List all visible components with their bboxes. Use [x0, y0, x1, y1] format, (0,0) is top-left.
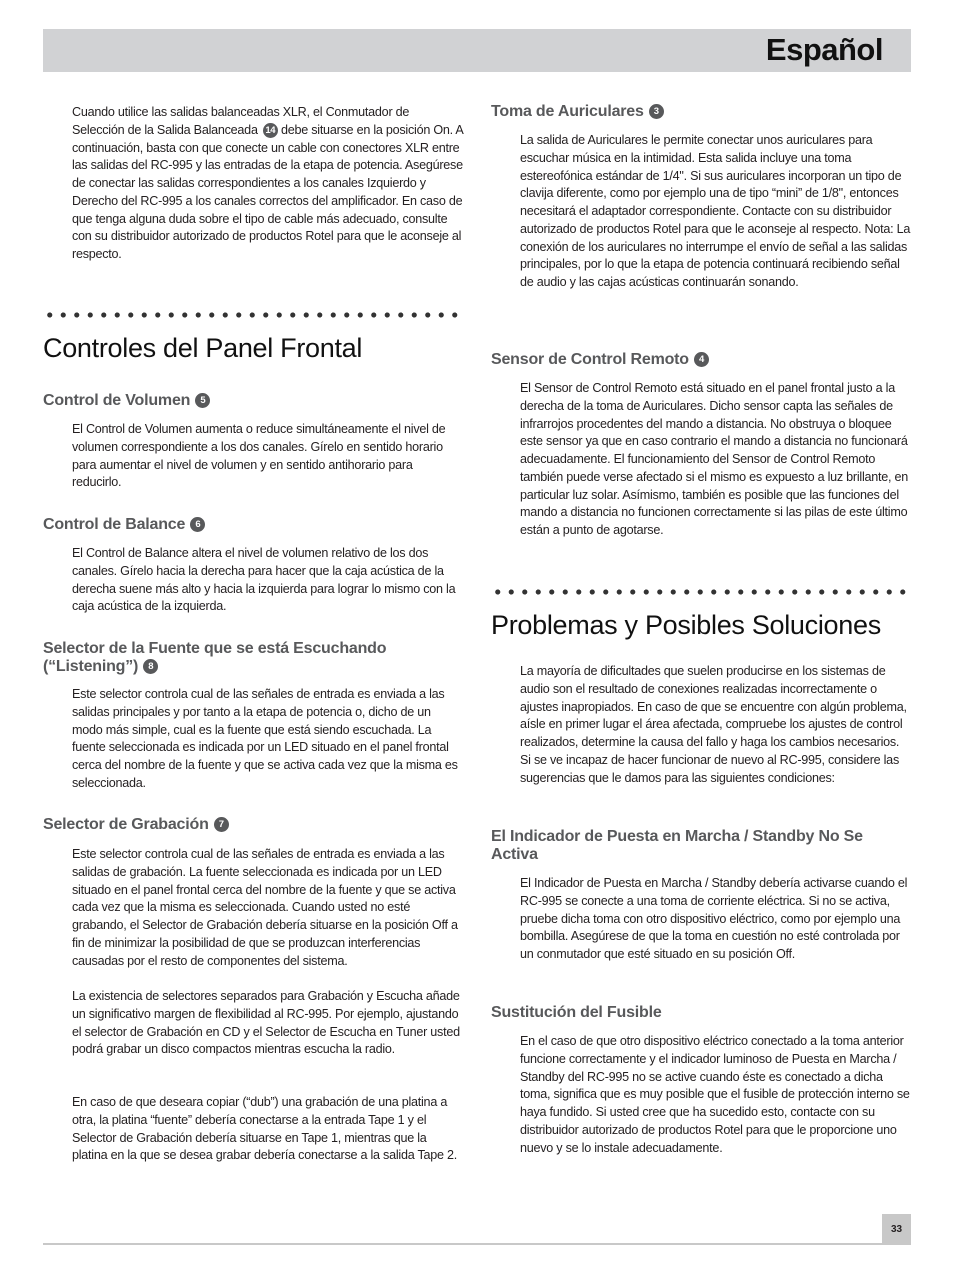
heading-balance — [43, 516, 205, 534]
heading-text: Selector de Grabación — [43, 816, 209, 833]
heading-remote-sensor — [491, 351, 709, 369]
callout-number: 4 — [694, 352, 709, 367]
heading-standby-indicator: El Indicador de Puesta en Marcha / Standby No Se Activa — [491, 828, 863, 863]
callout-number: 3 — [649, 104, 664, 119]
standby-paragraph: El Indicador de Puesta en Marcha / Standby debería activarse cuando el RC-995 se conecte a una toma de corriente eléctrica. Si no se activa, pruebe dicha toma con otro dispositivo eléctrico, como por ejemplo una bombilla. Asegúrese de que la toma en cuestión no esté controlada por un conmutador que esté situado en su posición Off. — [520, 876, 908, 961]
heading-text: Control de Volumen — [43, 392, 191, 409]
heading-text: Control de Balance — [43, 516, 186, 533]
heading-text: Toma de Auriculares — [491, 103, 644, 120]
dotted-divider — [491, 589, 913, 595]
heading-record-selector — [43, 816, 229, 834]
volume-paragraph: El Control de Volumen aumenta o reduce simultáneamente el nivel de volumen correspondiente a los dos canales. Gírelo en sentido horario para aumentar el nivel de volumen y en sentido antihorario para reducirlo. — [72, 422, 446, 490]
language-title: Español — [765, 32, 883, 67]
footer-rule — [43, 1243, 883, 1245]
section-title-front-panel: Controles del Panel Frontal — [43, 333, 363, 363]
listening-paragraph: Este selector controla cual de las señales de entrada es enviada a las salidas principales y por tanto a la etapa de potencia o, dicho de un modo más simple, cual es la fuente que está siendo escuchada. La fuente seleccionada es indicada por un LED situado en el panel frontal cerca del nombre de la fuente y que se activa cada vez que la misma es seleccionada. — [72, 687, 458, 790]
callout-number: 5 — [195, 393, 210, 408]
page-number: 33 — [882, 1214, 911, 1245]
callout-number: 6 — [190, 517, 205, 532]
fuse-paragraph: En el caso de que otro dispositivo eléctrico conectado a la toma anterior funcione correctamente y el indicador luminoso de Puesta en Marcha / Standby del RC-995 no se active cuando éste es conectado a dicha toma, significa que es muy posible que el fusible de protección interno se haya fundido. Si usted cree que ha sucedido esto, contacte con su distribuidor autorizado de productos Rotel para que le proporcione uno nuevo y se lo instale adecuadamente. — [520, 1034, 910, 1155]
heading-listening-selector — [43, 640, 463, 675]
xlr-paragraph — [72, 104, 464, 264]
remote-sensor-paragraph: El Sensor de Control Remoto está situado en el panel frontal justo a la derecha de la toma de Auriculares. Dicho sensor capta las señales de infrarrojos procedentes del mando a distancia. No obstruya o bloquee este sensor ya que en caso contrario el mando a distancia no funcionará adecuadamente. El funcionamiento del Sensor de Control Remoto también puede verse afectado si el mismo es expuesto a luz brillante, en particular luz solar. Asímismo, también es posible que las funciones del mando a distancia no funcionen correctamente si las pilas de este último están a punto de agotarse. — [520, 381, 909, 537]
intro-text-rest: debe situarse en la posición On. A continuación, basta con que conecte un cable con conectores XLR entre las salidas del RC-995 y las entradas de la etapa de potencia. Asegúrese de conectar las salidas correspondientes a los canales Izquierdo y Derecho del RC-995 a los canales correctos del amplificador. En caso de que tenga alguna duda sobre el tipo de cable más adecuado, consulte con su distribuidor autorizado de productos Rotel para que le aconseje al respecto. — [72, 122, 463, 261]
heading-text: Sensor de Control Remoto — [491, 351, 689, 368]
balance-paragraph: El Control de Balance altera el nivel de volumen relativo de los dos canales. Gírelo hacia la derecha para hacer que la caja acústica de la derecha suene más alto y hacia la izquierda para lograr lo mismo con la caja acústica de la izquierda. — [72, 546, 456, 614]
headphones-paragraph: La salida de Auriculares le permite conectar unos auriculares para escuchar música en la intimidad. Esta salida incluye una toma estereofónica estándar de 1/4". Si sus auriculares incorporan un tipo de clavija diferente, como por ejemplo una de tipo “mini” de 1/8", entonces necesitará el adaptador correspondiente. Contacte con su distribuidor autorizado de productos Rotel para que le aconseje al respecto. Nota: La conexión de los auriculares no interrumpe el envío de señal a las salidas principales, por lo que la etapa de potencia continuará recibiendo señal de audio y las cajas acústicas continuarán sonando. — [520, 133, 911, 289]
section-title-troubleshooting: Problemas y Posibles Soluciones — [491, 610, 881, 640]
record-paragraph-1: Este selector controla cual de las señales de entrada es enviada a las salidas de grabación. La fuente seleccionada es indicada por un LED situado en el panel frontal cerca del nombre de la fuente y que se activa cada vez que la misma es seleccionada. Cuando usted no esté grabando, el Selector de Grabación debería situarse en la posición Off a fin de minimizar la posibilidad de que se produzcan interferencias causadas por el resto de componentes del sistema. — [72, 847, 458, 968]
dotted-divider — [43, 312, 465, 318]
heading-text: Selector de la Fuente que se está Escuchando (“Listening”) — [43, 640, 387, 675]
troubleshooting-intro: La mayoría de dificultades que suelen producirse en los sistemas de audio son el resultado de conexiones realizadas incorrectamente o ajustes inapropiados. En caso de que se encuentre con algún problema, aísle en primer lugar el área afectada, compruebe los ajustes de control realizados, determine la causa del fallo y haga los cambios necesarios. Si se ve incapaz de hacer funcionar de nuevo al RC-995, considere las sugerencias que le damos para las siguientes condiciones: — [520, 664, 907, 785]
callout-number: 8 — [143, 659, 158, 674]
callout-number: 7 — [214, 817, 229, 832]
record-paragraph-2: La existencia de selectores separados para Grabación y Escucha añade un significativo margen de flexibilidad al RC-995. Por ejemplo, ajustando el selector de Grabación en CD y el Selector de Escucha en Tuner usted podrá grabar un disco compactos mientras escucha la radio. — [72, 989, 460, 1057]
callout-number: 14 — [263, 123, 278, 138]
heading-fuse: Sustitución del Fusible — [491, 1004, 662, 1021]
heading-volume — [43, 392, 210, 410]
heading-headphones — [491, 103, 664, 121]
record-paragraph-3: En caso de que deseara copiar (“dub”) una grabación de una platina a otra, la platina “fuente” debería conectarse a la entrada Tape 1 y el Selector de Grabación debería situarse en Tape 1, mientras que la platina en la que se desea grabar debería conectarse a la salida Tape 2. — [72, 1095, 458, 1163]
header-bar — [43, 29, 911, 72]
intro-text: Cuando utilice las salidas balanceadas XLR, el Conmutador de Selección de la Salida Balanceada — [72, 105, 410, 137]
